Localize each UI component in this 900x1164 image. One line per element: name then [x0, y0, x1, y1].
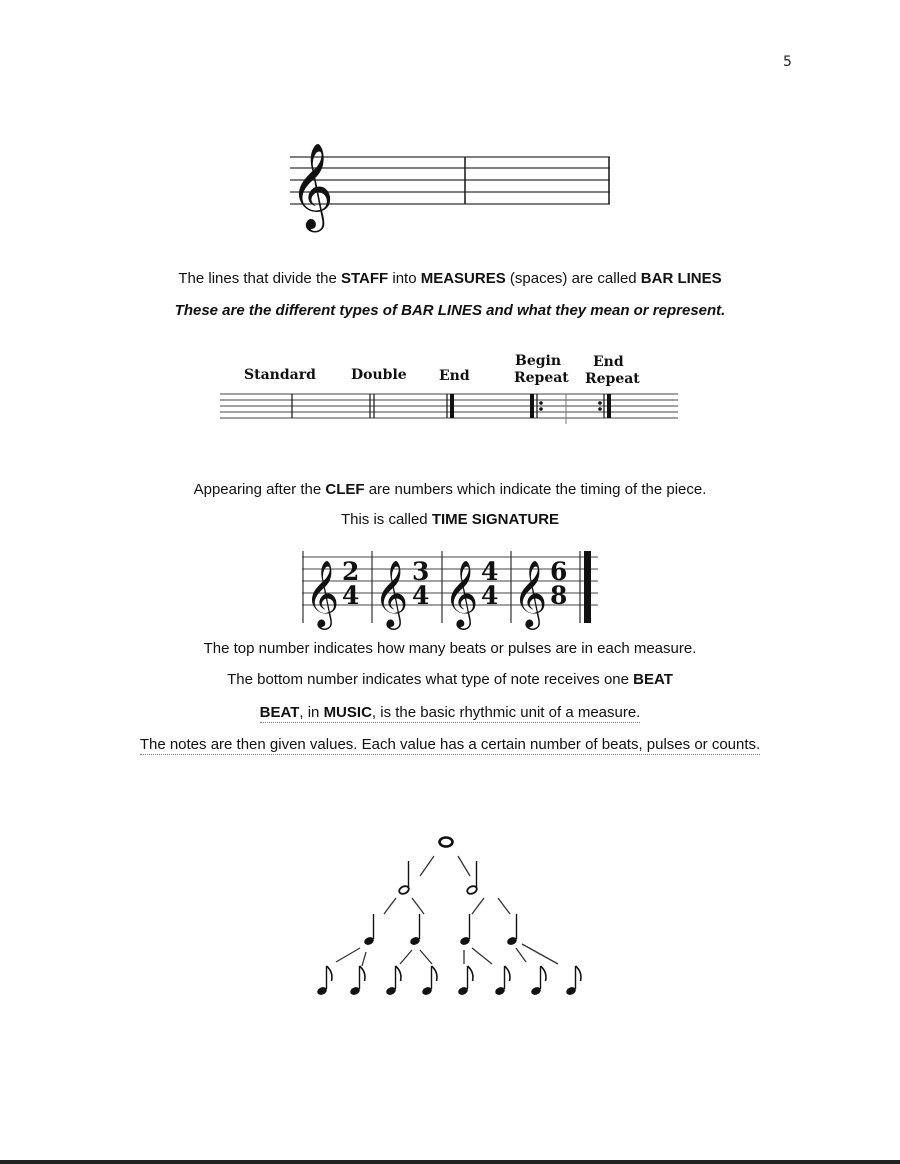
label-standard: Standard [244, 367, 316, 383]
top-number-text: The top number indicates how many beats or pulses are in each measure. [203, 640, 697, 657]
bottom-number-text: The bottom number indicates what type of note receives one BEAT [227, 671, 673, 688]
notes-values-text: The notes are then given values. Each value has a certain number of beats, pulses or counts. [139, 736, 761, 753]
end-repeat-dot-1 [598, 401, 602, 405]
begin-repeat-dot-1 [539, 401, 543, 405]
time-sig-top: 2 [342, 557, 360, 586]
time-signatures-staff [302, 543, 602, 628]
time-sig-top: 3 [412, 557, 430, 586]
eighth-note-flag [396, 966, 401, 981]
treble-clef-icon: 𝄞 [374, 559, 409, 627]
treble-clef-icon: 𝄞 [305, 559, 340, 627]
time-sig-top: 6 [550, 557, 568, 586]
eighth-note-flag [468, 966, 473, 981]
label-end-repeat-2: Repeat [585, 371, 640, 387]
label-begin-repeat-2: Repeat [514, 370, 569, 386]
eighth-note-flag [360, 966, 365, 981]
note-value-tree [300, 828, 600, 1003]
beat-definition: BEAT, in MUSIC, is the basic rhythmic unit of a measure. [259, 704, 641, 721]
end-repeat-thick [607, 394, 611, 418]
treble-clef-icon: 𝄞 [513, 559, 548, 627]
time-sig-bottom: 4 [342, 581, 360, 610]
time-signature-label: This is called TIME SIGNATURE [340, 511, 560, 528]
treble-clef-icon: 𝄞 [444, 559, 479, 627]
page-bottom-edge [0, 1160, 900, 1164]
eighth-note-flag [576, 966, 581, 981]
end-bar-thick [450, 394, 454, 418]
whole-note-icon [440, 838, 453, 847]
label-begin-repeat-1: Begin [515, 353, 562, 369]
label-double: Double [351, 367, 407, 383]
label-end-repeat-1: End [593, 354, 624, 370]
staff-intro-text: The lines that divide the STAFF into MEASURES (spaces) are called BAR LINES [178, 270, 722, 287]
eighth-note-flag [432, 966, 437, 981]
label-end: End [439, 368, 470, 384]
eighth-note-flag [541, 966, 546, 981]
bar-types-heading: These are the different types of BAR LINES and what they mean or represent. [174, 302, 726, 319]
end-repeat-dot-2 [598, 407, 602, 411]
begin-repeat-thick [530, 394, 534, 418]
eighth-note-flag [505, 966, 510, 981]
clef-text: Appearing after the CLEF are numbers which indicate the timing of the piece. [193, 481, 707, 498]
time-sig-bottom: 4 [481, 581, 499, 610]
treble-clef-icon: 𝄞 [290, 143, 334, 229]
eighth-note-flag [327, 966, 332, 981]
time-sig-bottom: 8 [550, 581, 568, 610]
begin-repeat-dot-2 [539, 407, 543, 411]
staff-with-bar-line [288, 135, 613, 229]
page-number: 5 [783, 54, 792, 70]
bar-line-types-diagram [220, 350, 680, 430]
time-sig-top: 4 [481, 557, 499, 586]
time-sig-bottom: 4 [412, 581, 430, 610]
